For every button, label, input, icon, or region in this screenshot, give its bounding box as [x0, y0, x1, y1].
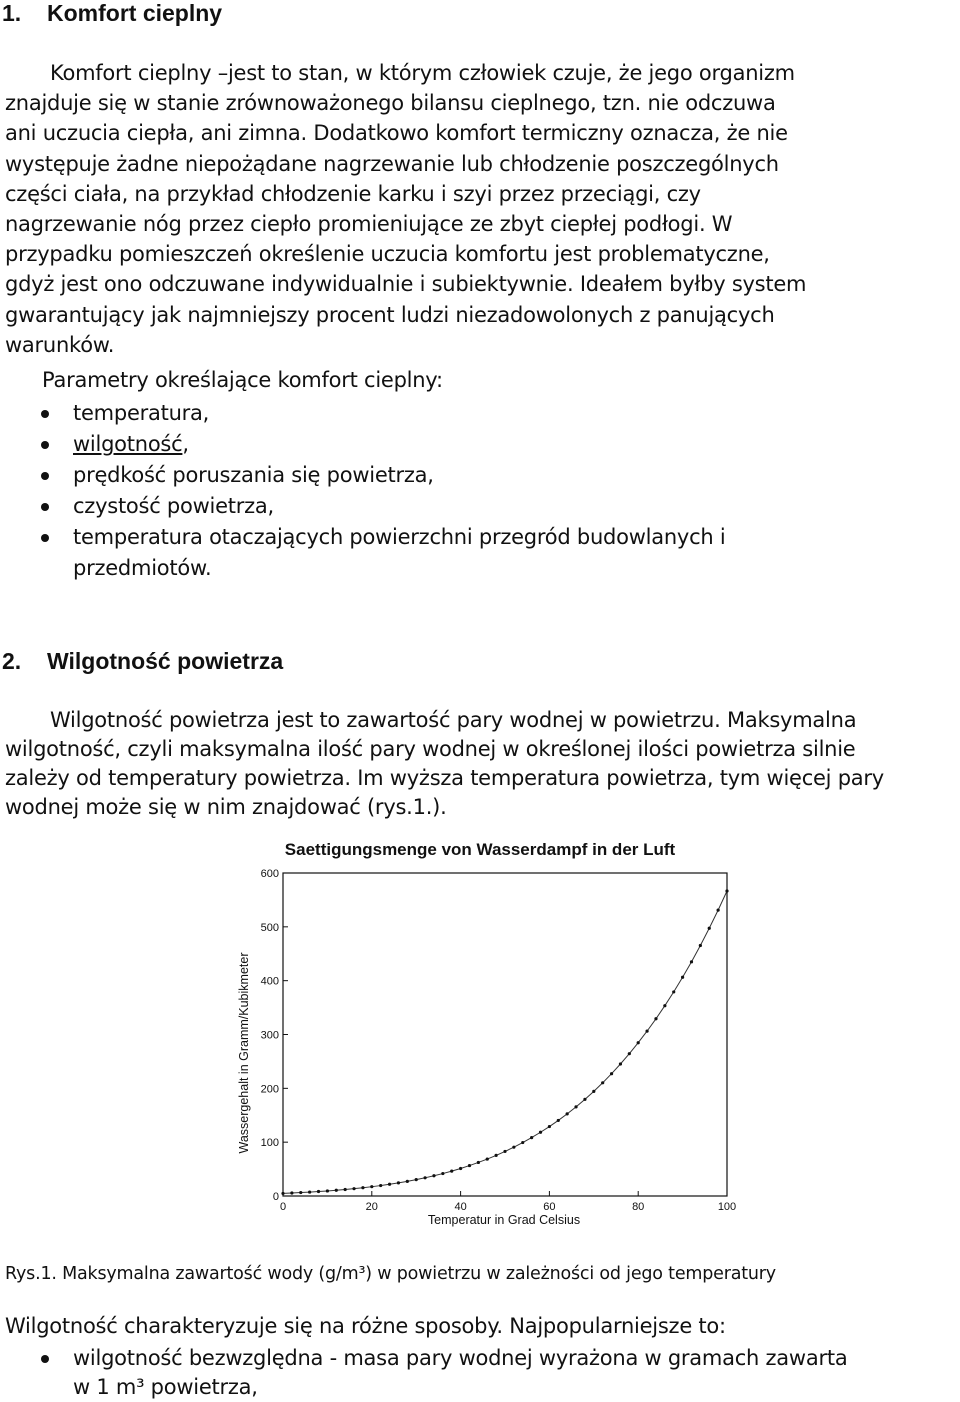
- chart-title: Saettigungsmenge von Wasserdampf in der Luft: [284, 840, 676, 859]
- data-point: [370, 1185, 373, 1188]
- bullet-icon: [41, 503, 49, 511]
- plot-frame: [283, 873, 727, 1196]
- x-tick-label: 0: [279, 1201, 287, 1213]
- data-point: [548, 1125, 551, 1128]
- humidity-types-list: [0, 1344, 955, 1402]
- x-tick-label: 40: [454, 1201, 467, 1213]
- params-intro: Parametry określające komfort cieplny:: [42, 368, 443, 392]
- x-tick-label: 80: [632, 1201, 645, 1213]
- bullet-icon: [41, 472, 49, 480]
- y-tick-label: 400: [260, 975, 279, 988]
- list-item: prędkość poruszania się powietrza,: [0, 460, 920, 491]
- y-tick-label: 300: [260, 1029, 279, 1042]
- x-tick-label: 60: [543, 1201, 556, 1213]
- paragraph-line: nagrzewanie nóg przez ciepło promieniujące ze zbyt ciepłej podłogi. W: [5, 212, 733, 237]
- data-point: [512, 1146, 515, 1149]
- data-point: [592, 1090, 595, 1093]
- data-point: [628, 1052, 631, 1055]
- paragraph-line: wilgotność, czyli maksymalna ilość pary wodnej w określonej ilości powietrza silnie: [5, 737, 856, 761]
- y-tick-label: 600: [260, 868, 279, 880]
- data-point: [299, 1191, 302, 1194]
- y-tick-label: 500: [260, 921, 279, 934]
- paragraph-line: wodnej może się w nim znajdować (rys.1.).: [5, 795, 447, 819]
- data-point: [432, 1174, 435, 1177]
- data-point: [717, 909, 720, 912]
- data-point: [699, 944, 702, 947]
- data-point: [317, 1190, 320, 1193]
- paragraph-line: Komfort cieplny –jest to stan, w którym człowiek czuje, że jego organizm: [50, 61, 795, 85]
- bullet-icon: [41, 1355, 49, 1363]
- data-point: [459, 1167, 462, 1170]
- data-point: [281, 1192, 284, 1195]
- list-item: czystość powietrza,: [0, 491, 920, 522]
- data-point: [610, 1072, 613, 1075]
- data-point: [397, 1181, 400, 1184]
- data-point: [637, 1041, 640, 1044]
- paragraph-line: znajduje się w stanie zrównoważonego bilansu cieplnego, tzn. nie odczuwa: [5, 91, 776, 116]
- data-point: [495, 1154, 498, 1157]
- data-point: [574, 1105, 577, 1108]
- data-point: [672, 990, 675, 993]
- params-list: [0, 398, 920, 584]
- data-point: [521, 1141, 524, 1144]
- data-point: [335, 1189, 338, 1192]
- x-tick-label: 100: [717, 1201, 737, 1213]
- data-point: [681, 976, 684, 979]
- x-tick-label: 20: [365, 1201, 378, 1213]
- data-point: [539, 1131, 542, 1134]
- data-point: [379, 1184, 382, 1187]
- data-point: [486, 1157, 489, 1160]
- list-item: temperatura otaczających powierzchni przegród budowlanych i przedmiotów.: [0, 522, 920, 584]
- data-point: [423, 1176, 426, 1179]
- list-item: wilgotność bezwzględna - masa pary wodnej wyrażona w gramach zawarta w 1 m³ powietrza,: [0, 1344, 955, 1402]
- x-axis-label: Temperatur in Grad Celsius: [427, 1213, 581, 1227]
- data-point: [530, 1136, 533, 1139]
- paragraph-line: warunków.: [5, 332, 115, 357]
- paragraph-line: przypadku pomieszczeń określenie uczucia komfortu jest problematyczne,: [5, 242, 770, 267]
- data-point: [361, 1186, 364, 1189]
- section-1-paragraph: [5, 58, 955, 360]
- underlined-term: wilgotność: [73, 432, 183, 456]
- y-tick-label: 0: [272, 1191, 279, 1203]
- data-point: [619, 1062, 622, 1065]
- data-point: [415, 1178, 418, 1181]
- bullet-icon: [41, 534, 49, 542]
- data-point: [708, 927, 711, 930]
- paragraph-line: występuje żadne niepożądane nagrzewanie lub chłodzenie poszczególnych: [5, 151, 779, 176]
- data-point: [308, 1190, 311, 1193]
- data-point: [477, 1161, 480, 1164]
- data-point: [557, 1119, 560, 1122]
- bullet-icon: [41, 441, 49, 449]
- data-point: [566, 1112, 569, 1115]
- data-point: [468, 1164, 471, 1167]
- section-2-number: 2.: [2, 648, 22, 674]
- y-tick-label: 100: [260, 1137, 279, 1150]
- figure-caption: Rys.1. Maksymalna zawartość wody (g/m³) w powietrzu w zależności od jego temperatury: [5, 1264, 776, 1284]
- data-point: [690, 960, 693, 963]
- data-point: [645, 1030, 648, 1033]
- section-2-title: Wilgotność powietrza: [47, 648, 284, 674]
- list-item: temperatura,: [0, 398, 920, 429]
- data-point: [654, 1017, 657, 1020]
- section-1-heading: [2, 0, 222, 27]
- data-point: [601, 1081, 604, 1084]
- data-point: [326, 1189, 329, 1192]
- data-point: [503, 1150, 506, 1153]
- data-point: [450, 1170, 453, 1173]
- section-2-heading: [2, 648, 283, 675]
- section-1-number: 1.: [2, 0, 22, 26]
- section-2-paragraph: [5, 706, 955, 822]
- paragraph-line: zależy od temperatury powietrza. Im wyższa temperatura powietrza, tym więcej pary: [5, 766, 884, 790]
- data-point: [663, 1004, 666, 1007]
- data-point: [441, 1172, 444, 1175]
- bullet-icon: [41, 410, 49, 418]
- y-axis-label: Wassergehalt in Gramm/Kubikmeter: [237, 952, 251, 1154]
- paragraph-line: Wilgotność powietrza jest to zawartość pary wodnej w powietrzu. Maksymalna: [50, 708, 857, 732]
- data-point: [406, 1180, 409, 1183]
- data-point: [583, 1098, 586, 1101]
- after-text: Wilgotność charakteryzuje się na różne sposoby. Najpopularniejsze to:: [5, 1314, 726, 1338]
- list-item: wilgotność,: [0, 429, 920, 460]
- water-vapour-chart: [225, 828, 765, 1230]
- y-tick-label: 200: [260, 1083, 279, 1096]
- data-point: [290, 1191, 293, 1194]
- paragraph-line: ani uczucia ciepła, ani zimna. Dodatkowo komfort termiczny oznacza, że nie: [5, 121, 788, 146]
- paragraph-line: gwarantujący jak najmniejszy procent ludzi niezadowolonych z panujących: [5, 302, 775, 327]
- data-point: [352, 1187, 355, 1190]
- section-1-title: Komfort cieplny: [47, 0, 223, 26]
- data-point: [388, 1183, 391, 1186]
- paragraph-line: gdyż jest ono odczuwane indywidualnie i subiektywnie. Ideałem byłby system: [5, 272, 807, 297]
- data-point: [725, 889, 728, 892]
- data-point: [344, 1188, 347, 1191]
- paragraph-line: części ciała, na przykład chłodzenie karku i szyi przez przeciągi, czy: [5, 181, 701, 206]
